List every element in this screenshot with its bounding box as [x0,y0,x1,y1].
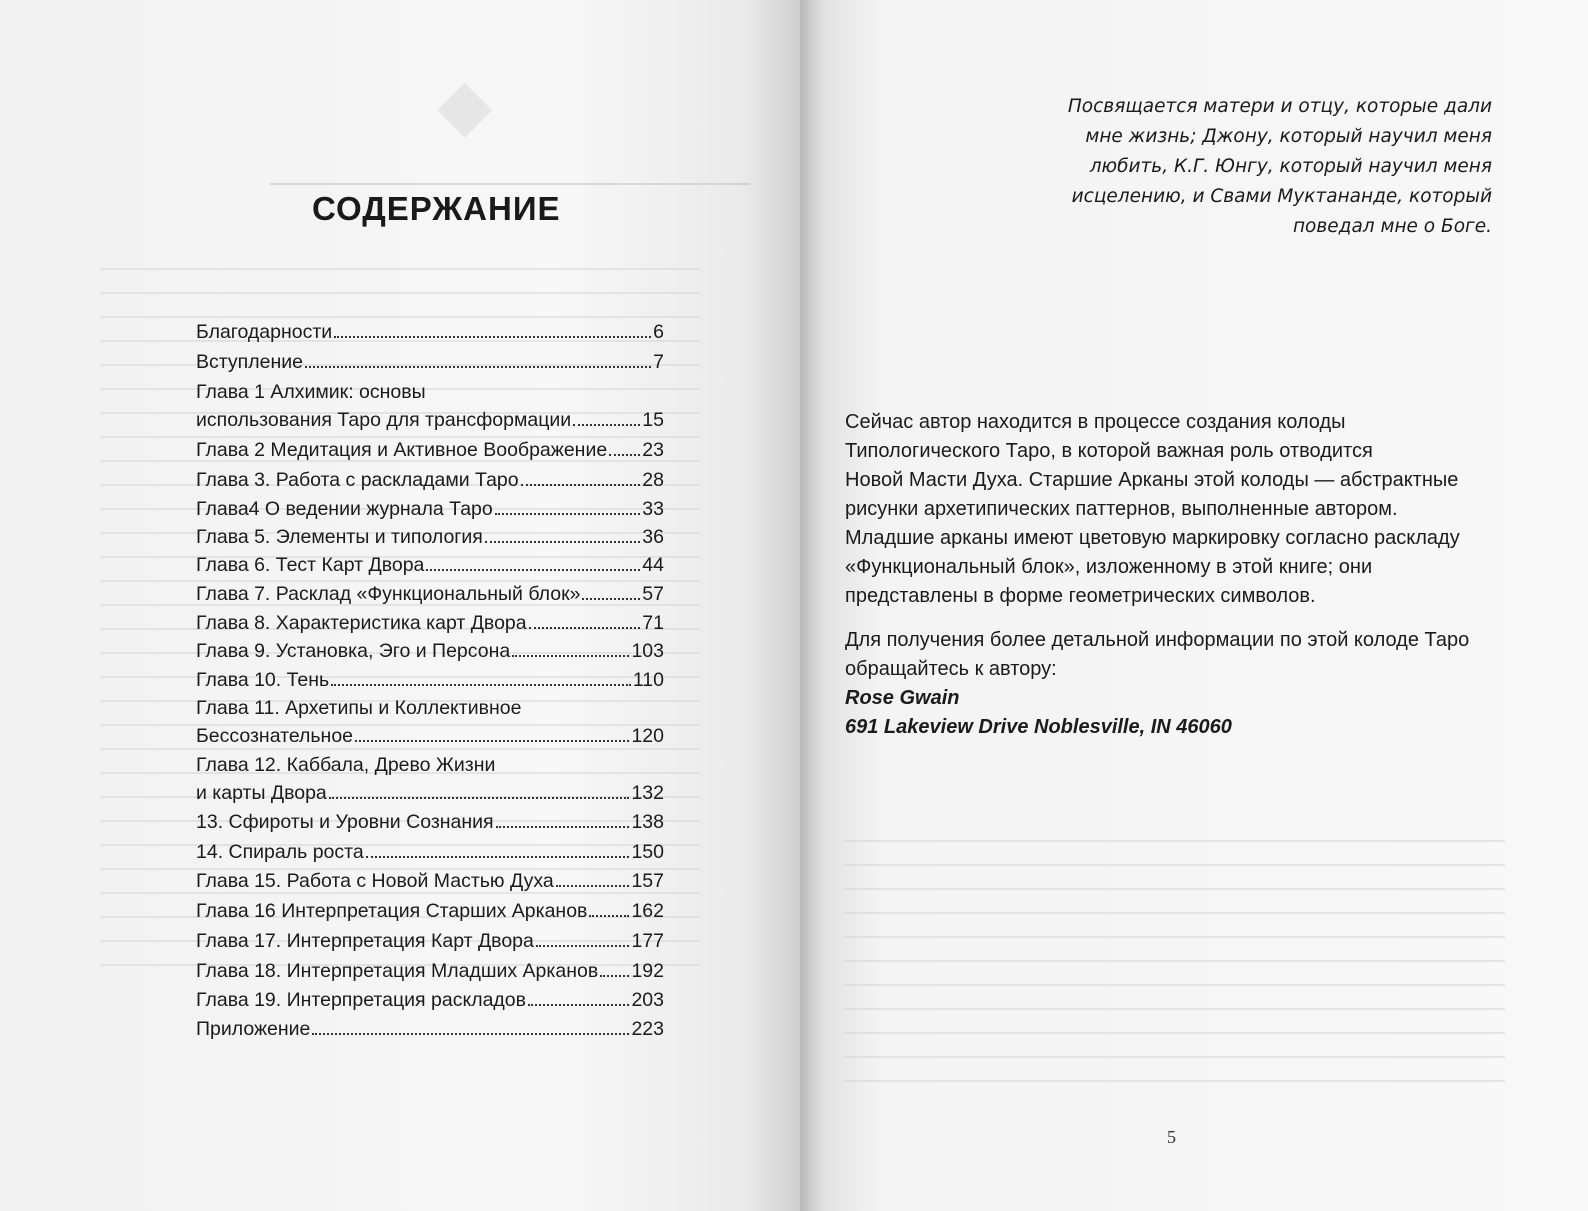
dedication-line: мне жизнь; Джону, который научил меня [1085,126,1492,147]
bleed-through-rule [270,183,750,185]
text-line: Типологического Таро, в которой важная роль отводится [845,440,1373,462]
toc-entry [196,867,664,895]
toc-entry [196,318,664,346]
toc-entry-label: Глава 5. Элементы и типология [196,526,483,548]
toc-entry-label: Благодарности [196,321,333,343]
toc-entry-page: 138 [631,811,664,833]
toc-entry [196,927,664,955]
dedication-line: Посвящается матери и отцу, которые дали [1067,96,1492,117]
toc-entry-label: Глава 10. Тень [196,669,330,691]
toc-entry [196,436,664,464]
toc-entry-label: 14. Спираль роста [196,841,364,863]
page-number: 5 [1167,1127,1176,1147]
toc-entry-page: 192 [631,960,664,982]
text-line: Сейчас автор находится в процессе создания колоды [845,411,1346,433]
dedication-line: поведал мне о Боге. [1292,216,1492,237]
toc-entry [196,378,664,436]
dedication-line: любить, К.Г. Юнгу, который научил меня [1089,156,1492,177]
toc-entry-label: Глава 18. Интерпретация Младших Арканов [196,960,599,982]
toc-entry-page: 103 [631,640,664,662]
toc-entry-label: Глава 17. Интерпретация Карт Двора [196,930,534,952]
deck-paragraph [845,408,1525,611]
toc-entry-label: Бессознательное [196,725,354,747]
text-line: представлены в форме геометрических символов. [845,585,1316,607]
text-line: Для получения более детальной информации по этой колоде Таро [845,629,1470,651]
toc-entry-label-line1: Глава 11. Архетипы и Коллективное [196,697,522,719]
toc-entry-page: 203 [631,989,664,1011]
toc-entry [196,523,664,551]
toc-entry-label: Глава 16 Интерпретация Старших Арканов [196,900,588,922]
toc-entry-page: 6 [653,321,664,343]
toc-entry-page: 57 [642,583,664,605]
toc-entry-label: Вступление [196,351,303,373]
toc-entry-page: 44 [642,554,664,576]
toc-entry [196,495,664,523]
text-line: «Функциональный блок», изложенному в этой книге; они [845,556,1373,578]
dedication-line: исцелению, и Свами Муктананде, который [1071,186,1492,207]
text-line: Младшие арканы имеют цветовую маркировку согласно раскладу [845,527,1460,549]
toc-entry-page: 223 [631,1018,664,1040]
toc-entry-label: Глава 19. Интерпретация раскладов [196,989,526,1011]
toc-entry [196,986,664,1014]
toc-entry [196,897,664,925]
toc-entry-label-line1: Глава 1 Алхимик: основы [196,381,426,403]
toc-entry [196,580,664,608]
toc-entry-label: Глава 9. Установка, Эго и Персона [196,640,511,662]
toc-entry-label: Приложение [196,1018,311,1040]
toc-entry-label-line1: Глава 12. Каббала, Древо Жизни [196,754,496,776]
bleed-through-text [845,840,1505,1104]
text-line: рисунки архетипических паттернов, выполненные автором. [845,498,1398,520]
toc-entry [196,637,664,665]
toc-entry-page: 36 [642,526,664,548]
toc-entry [196,1015,664,1043]
toc-entry-label: Глава 3. Работа с раскладами Таро [196,469,519,491]
toc-entry [196,957,664,985]
toc-entry-page: 150 [631,841,664,863]
toc-entry-page: 132 [631,782,664,804]
contact-name: Rose Gwain [845,687,960,709]
toc-entry-label: 13. Сфироты и Уровни Сознания [196,811,494,833]
toc-entry [196,348,664,376]
toc-entry-page: 7 [653,351,664,373]
text-line: обращайтесь к автору: [845,658,1057,680]
toc-entry-label: Глава 7. Расклад «Функциональный блок» [196,583,581,605]
dedication [972,92,1492,242]
toc-title: СОДЕРЖАНИЕ [312,190,561,227]
toc-entry-page: 120 [631,725,664,747]
toc-entry [196,551,664,579]
toc-entry [196,694,664,752]
toc-entry-label: Глава 15. Работа с Новой Мастью Духа [196,870,554,892]
toc-entry-page: 110 [632,669,664,691]
author-note [845,408,1525,742]
toc-entry-page: 23 [642,439,664,461]
toc-entry-page: 157 [631,870,664,892]
toc-entry-page: 162 [631,900,664,922]
toc-entry [196,808,664,836]
toc-entry-page: 177 [631,930,664,952]
toc-entry [196,751,664,809]
toc-entry [196,838,664,866]
toc-entry-label: использования Таро для трансформации [196,409,572,431]
toc-entry-label: Глава 2 Медитация и Активное Воображение [196,439,608,461]
toc-entry-page: 71 [642,612,664,634]
toc-entry-label: Глава 6. Тест Карт Двора [196,554,425,576]
toc-entry-label: Глава 8. Характеристика карт Двора [196,612,527,634]
bleed-through-logo: ◆ [435,65,493,145]
contact-address: 691 Lakeview Drive Noblesville, IN 46060 [845,716,1232,738]
contact-paragraph [845,626,1525,742]
toc-entry-page: 15 [642,409,664,431]
toc-entry [196,466,664,494]
toc-entry-label: и карты Двора [196,782,327,804]
toc-entry [196,609,664,637]
toc-entry-label: Глава4 О ведении журнала Таро [196,498,493,520]
toc-entry-page: 28 [642,469,664,491]
toc-entry [196,666,664,694]
text-line: Новой Масти Духа. Старшие Арканы этой колоды — абстрактные [845,469,1459,491]
toc-entry-page: 33 [642,498,664,520]
